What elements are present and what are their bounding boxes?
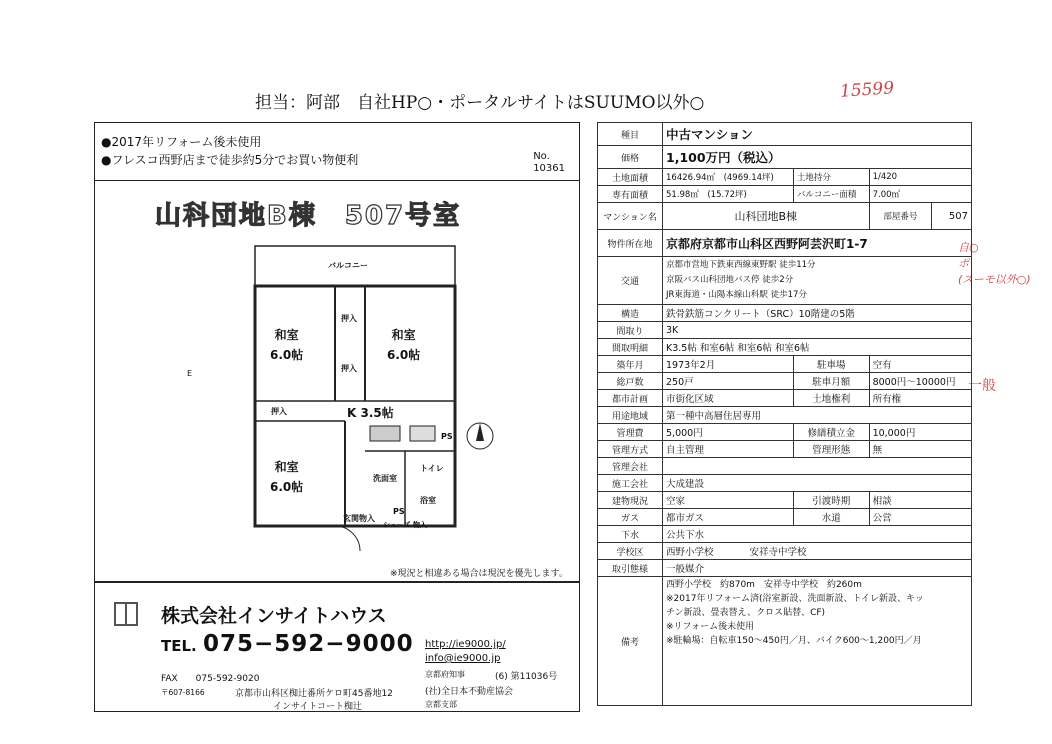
fp-mono: 物入: [413, 521, 427, 529]
cell-label: 専有面積: [598, 186, 663, 203]
cell-label: 備考: [598, 577, 663, 706]
fp-oshiire: 押入: [341, 314, 357, 323]
cell-label: 水道: [793, 509, 869, 526]
highlight-box: [95, 123, 579, 181]
mansion-name: 山科団地B棟: [663, 203, 870, 230]
land-share: 1/420: [869, 169, 971, 186]
fp-ps: PS: [441, 432, 453, 441]
fp-genkan: 玄関物入: [343, 514, 375, 523]
cell-label: 物件所在地: [598, 230, 663, 257]
handwritten-note-2: 一般: [968, 378, 996, 394]
city-planning: 市街化区域: [663, 390, 794, 407]
cell-label: 種目: [598, 123, 663, 146]
delivery-time: 相談: [869, 492, 971, 509]
listing-panel: [94, 122, 580, 582]
property-type: 中古マンション: [663, 123, 972, 146]
balcony-area: 7.00㎡: [869, 186, 971, 203]
listing-number-value: 10361: [533, 163, 565, 174]
room-number: 507: [932, 203, 972, 230]
table-row: [598, 560, 972, 577]
fp-toilet: トイレ: [420, 464, 444, 473]
remarks-line: ※駐輪場：自転車150〜450円／月、バイク600〜1,200円／月: [666, 636, 922, 646]
tel-number: 075−592−9000: [203, 631, 414, 657]
table-row: [598, 492, 972, 509]
land-area-m2: 16426.94㎡: [666, 173, 716, 183]
zoning: 第一種中高層住居専用: [663, 407, 972, 424]
table-row: [598, 186, 972, 203]
floor-area-m2: 51.98㎡: [666, 190, 699, 200]
fp-ps: PS: [393, 507, 405, 516]
remarks-line: チン新設、畳表替え、クロス貼替、CF): [666, 608, 826, 618]
fp-room-2: [387, 325, 420, 365]
listing-number-label: No.: [533, 151, 550, 162]
table-row: [598, 441, 972, 458]
fp-kitchen: K 3.5帖: [347, 406, 394, 420]
table-row: [598, 123, 972, 146]
table-row: [598, 169, 972, 186]
management-form: 無: [869, 441, 971, 458]
header-note: 担当：阿部 自社HP○・ポータルサイトはSUUMO以外○: [255, 93, 705, 113]
land-area-tsubo: (4969.14坪): [723, 173, 774, 183]
license-number: (6) 第11036号: [495, 672, 558, 682]
parking: 空有: [869, 356, 971, 373]
land-right: 所有権: [869, 390, 971, 407]
cell-label: 築年月: [598, 356, 663, 373]
table-row: [598, 322, 972, 339]
remarks-line: ※リフォーム後未使用: [666, 622, 755, 632]
property-spec-table: [597, 122, 972, 706]
table-row: [598, 577, 972, 706]
junior-high-school: 安祥寺中学校: [749, 547, 807, 558]
fp-room-1: [270, 325, 303, 365]
email-link[interactable]: info@ie9000.jp: [425, 653, 501, 664]
license-label: 京都府知事: [425, 670, 465, 679]
table-row: [598, 203, 972, 230]
water: 公営: [869, 509, 971, 526]
sewer: 公共下水: [663, 526, 972, 543]
cell-label: 修繕積立金: [793, 424, 869, 441]
east-marker: E: [187, 369, 193, 378]
listing-number: [533, 151, 565, 175]
cell-label: 管理形態: [793, 441, 869, 458]
remarks-line: ※2017年リフォーム済(浴室新設、洗面新設、トイレ新設、キッ: [666, 594, 924, 604]
fp-senmen: 洗面室: [373, 474, 397, 483]
fp-room-size: 6.0帖: [387, 348, 421, 362]
highlight-point: ●2017年リフォーム後未使用: [101, 135, 262, 149]
cell-label: 土地面積: [598, 169, 663, 186]
fp-room-size: 6.0帖: [270, 480, 304, 494]
fp-room-name: 和室: [391, 328, 416, 342]
cell-label: 管理会社: [598, 458, 663, 475]
fp-oshiire: 押入: [341, 364, 357, 373]
repair-reserve: 10,000円: [869, 424, 971, 441]
structure: 鉄骨鉄筋コンクリート（SRC）10階建の5階: [663, 305, 972, 322]
land-area: [663, 169, 794, 186]
cell-label: 間取り: [598, 322, 663, 339]
table-row: [598, 407, 972, 424]
access-line: 京阪バス山科団地バス停 徒歩2分: [666, 275, 794, 285]
disclaimer: ※現況と相違ある場合は現況を優先します。: [390, 569, 568, 579]
highlight-point: ●フレスコ西野店まで徒歩約5分でお買い物便利: [101, 153, 359, 167]
school-district: [663, 543, 972, 560]
remarks: [663, 577, 972, 706]
remarks-line: 西野小学校 約870m 安祥寺中学校 約260m: [666, 580, 862, 590]
table-row: [598, 373, 972, 390]
floor-area-tsubo: (15.72坪): [707, 190, 747, 200]
parking-fee: 8000円〜10000円: [869, 373, 971, 390]
company-address: 京都市山科区椥辻番所ケロ町45番地12: [235, 689, 393, 699]
cell-label: 施工会社: [598, 475, 663, 492]
total-units: 250戸: [663, 373, 794, 390]
builder: 大成建設: [663, 475, 972, 492]
handwritten-line: ポ: [958, 257, 969, 270]
company-name: 株式会社インサイトハウス: [161, 605, 387, 627]
fp-room-name: 和室: [274, 328, 299, 342]
layout-detail: K3.5帖 和室6帖 和室6帖 和室6帖: [663, 339, 972, 356]
fp-room-size: 6.0帖: [270, 348, 304, 362]
handwritten-number: 15599: [839, 78, 895, 102]
cell-label: ガス: [598, 509, 663, 526]
fp-oshiire: 押入: [271, 407, 287, 416]
table-row: [598, 230, 972, 257]
layout: 3K: [663, 322, 972, 339]
cell-label: 駐車場: [793, 356, 869, 373]
fp-balcony: バルコニー: [328, 261, 368, 270]
cell-label: 都市計画: [598, 390, 663, 407]
postal-code: 〒607-8166: [161, 688, 205, 697]
fp-room-3: [270, 457, 303, 497]
table-row: [598, 390, 972, 407]
company-building: インサイトコート椥辻: [273, 702, 363, 712]
cell-label: 管理費: [598, 424, 663, 441]
table-row: [598, 526, 972, 543]
table-row: [598, 257, 972, 305]
table-row: [598, 424, 972, 441]
handwritten-line: (スーモ以外○): [958, 273, 1031, 286]
fax-number: FAX 075-592-9020: [161, 674, 260, 684]
built-date: 1973年2月: [663, 356, 794, 373]
cell-label: 建物現況: [598, 492, 663, 509]
cell-label: 管理方式: [598, 441, 663, 458]
table-row: [598, 356, 972, 373]
website-link[interactable]: http://ie9000.jp/: [425, 639, 506, 650]
cell-label: 総戸数: [598, 373, 663, 390]
building-status: 空家: [663, 492, 794, 509]
fp-shoes: シューズ: [383, 521, 411, 529]
table-row: [598, 339, 972, 356]
cell-label: マンション名: [598, 203, 663, 230]
elementary-school: 西野小学校: [666, 547, 714, 558]
cell-label: 引渡時期: [793, 492, 869, 509]
table-row: [598, 458, 972, 475]
management-fee: 5,000円: [663, 424, 794, 441]
table-row: [598, 305, 972, 322]
fp-room-name: 和室: [274, 460, 299, 474]
cell-label: 学校区: [598, 543, 663, 560]
floor-area: [663, 186, 794, 203]
association: (社)全日本不動産協会: [425, 687, 514, 697]
cell-label: 土地権利: [793, 390, 869, 407]
table-row: [598, 509, 972, 526]
cell-label: バルコニー面積: [793, 186, 869, 203]
tel-label: TEL.: [161, 637, 197, 655]
handwritten-line: 自○: [958, 241, 979, 254]
table-row: [598, 475, 972, 492]
management-type: 自主管理: [663, 441, 794, 458]
gas: 都市ガス: [663, 509, 794, 526]
cell-label: 交通: [598, 257, 663, 305]
access-line: 京都市営地下鉄東西線東野駅 徒歩11分: [666, 260, 816, 270]
cell-label: 間取明細: [598, 339, 663, 356]
property-location: 京都府京都市山科区西野阿芸沢町1-7: [663, 230, 972, 257]
cell-label: 価格: [598, 146, 663, 169]
company-panel: [94, 582, 580, 712]
cell-label: 下水: [598, 526, 663, 543]
cell-label: 土地持分: [793, 169, 869, 186]
cell-label: 構造: [598, 305, 663, 322]
table-row: [598, 146, 972, 169]
fp-bath: 浴室: [420, 496, 436, 505]
property-title: 山科団地B棟 507号室: [155, 201, 462, 231]
cell-label: 部屋番号: [869, 203, 932, 230]
access-info: [663, 257, 972, 305]
table-row: [598, 543, 972, 560]
management-company: [663, 458, 972, 475]
company-logo: [113, 601, 139, 627]
access-line: JR東海道・山陽本線山科駅 徒歩17分: [666, 290, 807, 300]
cell-label: 駐車月額: [793, 373, 869, 390]
association-branch: 京都支部: [425, 700, 457, 709]
transaction-type: 一般媒介: [663, 560, 972, 577]
cell-label: 用途地域: [598, 407, 663, 424]
property-price: 1,100万円（税込）: [663, 146, 972, 169]
cell-label: 取引態様: [598, 560, 663, 577]
